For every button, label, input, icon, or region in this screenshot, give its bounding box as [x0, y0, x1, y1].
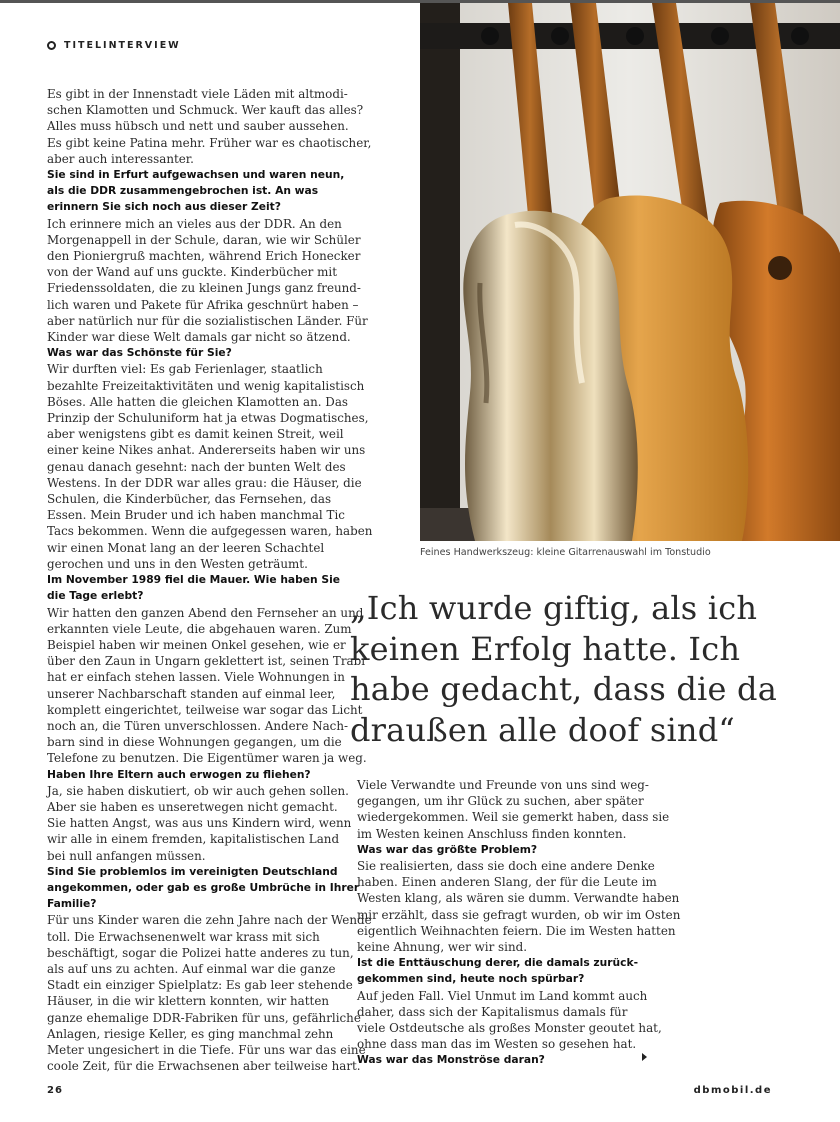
interview-answer-line: Viele Verwandte und Freunde von uns sind weg-	[357, 778, 649, 792]
interview-answer-line: wiedergekommen. Weil sie gemerkt haben, dass sie	[357, 810, 670, 825]
guitar-photo	[420, 3, 840, 541]
interview-answer-line: toll. Die Erwachsenenwelt war krass mit sich	[47, 929, 320, 944]
interview-question-line: Haben Ihre Eltern auch erwogen zu fliehen?	[47, 767, 311, 781]
interview-answer-line: schen Klamotten und Schmuck. Wer kauft das alles?	[47, 103, 364, 118]
interview-answer-line: aber auch interessanter.	[47, 151, 194, 166]
interview-answer-line: Prinzip der Schuluniform hat ja etwas Dogmatisches,	[47, 411, 369, 426]
interview-answer-line: Sie hatten Angst, was aus uns Kindern wird, wenn	[47, 816, 352, 831]
interview-question-line: die Tage erlebt?	[47, 589, 144, 603]
interview-answer-line: über den Zaun in Ungarn geklettert ist, seinen Trabi	[47, 654, 366, 669]
interview-answer-line: ohne dass man das im Westen so gesehen hat.	[357, 1037, 637, 1052]
interview-answer-line: unserer Nachbarschaft standen auf einmal leer,	[47, 686, 336, 701]
interview-answer-line: Friedenssoldaten, die zu kleinen Jungs ganz freund-	[47, 281, 361, 296]
interview-answer-line: Wir durften viel: Es gab Ferienlager, staatlich	[47, 362, 323, 377]
interview-answer-line: gegangen, um ihr Glück zu suchen, aber später	[357, 794, 644, 809]
ring-bullet-icon	[47, 41, 56, 50]
interview-answer-line: Häuser, in die wir klettern konnten, wir hatten	[47, 994, 330, 1009]
interview-answer-line: beschäftigt, sogar die Polizei hatte anderes zu tun,	[47, 945, 354, 960]
interview-answer-line: eigentlich Weihnachten feiern. Die im Westen hatten	[357, 923, 676, 938]
interview-answer-line: Ich erinnere mich an vieles aus der DDR. An den	[47, 216, 342, 231]
interview-question-line: Was war das größte Problem?	[357, 842, 538, 856]
interview-answer-line: Anlagen, riesige Keller, es ging manchmal zehn	[47, 1026, 334, 1041]
interview-answer-line: bezahlte Freizeitaktivitäten und wenig kapitalistisch	[47, 378, 365, 393]
interview-answer-line: keine Ahnung, wer wir sind.	[357, 940, 527, 955]
interview-question-line: Sie sind in Erfurt aufgewachsen und waren neun,	[47, 168, 345, 182]
pull-quote-line: keinen Erfolg hatte. Ich	[350, 629, 741, 668]
interview-answer-line: Böses. Alle hatten die gleichen Klamotten an. Das	[47, 394, 349, 409]
interview-question-line: Was war das Schönste für Sie?	[47, 346, 232, 360]
site-url: dbmobil.de	[693, 1085, 772, 1096]
pull-quote-line: „Ich wurde giftig, als ich	[350, 589, 758, 627]
continue-arrow-icon	[642, 1053, 647, 1061]
interview-answer-line: Wir hatten den ganzen Abend den Fernseher an und	[47, 605, 364, 620]
interview-question-line: Ist die Enttäuschung derer, die damals zurück-	[357, 956, 639, 970]
interview-answer-line: genau danach gesehnt: nach der bunten Welt des	[47, 459, 346, 474]
interview-answer-line: barn sind in diese Wohnungen gegangen, um die	[47, 735, 342, 750]
interview-answer-line: hat er einfach stehen lassen. Viele Wohnungen in	[47, 670, 345, 685]
interview-answer-line: aber natürlich nur für die sozialistischen Länder. Für	[47, 313, 368, 328]
interview-answer-line: Sie realisierten, dass sie doch eine andere Denke	[357, 859, 655, 874]
interview-answer-line: lich waren und Pakete für Afrika geschnürt haben –	[47, 297, 359, 312]
interview-answer-line: wir einen Monat lang an der leeren Schachtel	[47, 540, 325, 555]
section-label: TITELINTERVIEW	[64, 40, 181, 51]
interview-answer-line: Westen klang, als wären sie dumm. Verwandte haben	[357, 891, 680, 906]
interview-answer-line: einer keine Nikes anhat. Andererseits haben wir uns	[47, 443, 366, 458]
interview-question-line: Sind Sie problemlos im vereinigten Deutschland	[47, 864, 338, 878]
interview-answer-line: Es gibt in der Innenstadt viele Läden mit altmodi-	[47, 87, 348, 101]
pull-quote-line: habe gedacht, dass die da	[350, 670, 777, 708]
interview-answer-line: Schulen, die Kinderbücher, das Fernsehen, das	[47, 492, 332, 507]
interview-answer-line: Für uns Kinder waren die zehn Jahre nach der Wende	[47, 913, 372, 928]
interview-answer-line: Stadt ein einziger Spielplatz: Es gab leer stehende	[47, 978, 353, 993]
interview-question-line: Was war das Monströse daran?	[357, 1053, 545, 1067]
interview-answer-line: haben. Einen anderen Slang, der für die Leute im	[357, 875, 657, 890]
interview-answer-line: daher, dass sich der Kapitalismus damals für	[357, 1004, 628, 1019]
page-number: 26	[47, 1085, 63, 1096]
pull-quote	[350, 588, 810, 750]
interview-answer-line: Westens. In der DDR war alles grau: die Häuser, die	[47, 475, 362, 490]
interview-answer-line: Kinder war diese Welt damals gar nicht so ätzend.	[47, 330, 351, 345]
interview-answer-line: mir erzählt, dass sie gefragt wurden, ob wir im Osten	[357, 907, 681, 922]
interview-answer-line: als auf uns zu achten. Auf einmal war die ganze	[47, 961, 336, 976]
interview-answer-line: Beispiel haben wir meinen Onkel gesehen, wie er	[47, 637, 346, 652]
interview-question-line: Familie?	[47, 897, 97, 911]
interview-answer-line: aber wenigstens gibt es damit keinen Streit, weil	[47, 427, 344, 442]
interview-answer-line: von der Wand auf uns guckte. Kinderbücher mit	[47, 265, 338, 280]
interview-answer-line: Alles muss hübsch und nett und sauber aussehen.	[47, 119, 349, 134]
photo-caption: Feines Handwerkszeug: kleine Gitarrenauswahl im Tonstudio	[420, 547, 711, 558]
interview-answer-line: ganze ehemalige DDR-Fabriken für uns, gefährliche	[47, 1010, 361, 1025]
interview-question-line: gekommen sind, heute noch spürbar?	[357, 972, 585, 986]
interview-answer-line: Ja, sie haben diskutiert, ob wir auch gehen sollen.	[47, 783, 349, 798]
interview-answer-line: Es gibt keine Patina mehr. Früher war es chaotischer,	[47, 135, 372, 150]
interview-answer-line: Auf jeden Fall. Viel Unmut im Land kommt auch	[357, 988, 648, 1003]
section-tag	[47, 40, 181, 51]
interview-answer-line: im Westen keinen Anschluss finden konnten.	[357, 826, 627, 841]
interview-answer-line: Essen. Mein Bruder und ich haben manchmal Tic	[47, 508, 345, 523]
left-text-column	[47, 86, 373, 1074]
interview-answer-line: noch an, die Türen unverschlossen. Andere Nach-	[47, 718, 349, 733]
interview-question-line: angekommen, oder gab es große Umbrüche in Ihrer	[47, 880, 360, 894]
interview-question-line: Im November 1989 fiel die Mauer. Wie haben Sie	[47, 573, 340, 587]
interview-answer-line: viele Ostdeutsche als großes Monster geoutet hat,	[357, 1021, 662, 1036]
interview-question-line: als die DDR zusammengebrochen ist. An was	[47, 184, 319, 198]
interview-question-line: erinnern Sie sich noch aus dieser Zeit?	[47, 200, 281, 214]
right-text-column	[357, 777, 681, 1069]
interview-answer-line: komplett eingerichtet, teilweise war sogar das Licht	[47, 702, 363, 717]
interview-answer-line: Aber sie haben es unseretwegen nicht gemacht.	[47, 799, 338, 814]
interview-answer-line: Meter ungesichert in die Tiefe. Für uns war das eine	[47, 1042, 366, 1057]
interview-answer-line: gerochen und uns in den Westen geträumt.	[47, 556, 308, 571]
pull-quote-line: draußen alle doof sind“	[350, 710, 735, 749]
interview-answer-line: erkannten viele Leute, die abgehauen waren. Zum	[47, 621, 352, 636]
interview-answer-line: Morgenappell in der Schule, daran, wie wir Schüler	[47, 232, 361, 247]
interview-answer-line: Tacs bekommen. Wenn die aufgegessen waren, haben	[47, 524, 373, 539]
interview-answer-line: wir alle in einem fremden, kapitalistischen Land	[47, 832, 340, 847]
interview-answer-line: den Pioniergruß machten, während Erich Honecker	[47, 249, 361, 264]
interview-answer-line: Telefone zu benutzen. Die Eigentümer waren ja weg.	[47, 751, 367, 766]
interview-answer-line: coole Zeit, für die Erwachsenen aber teilweise hart.	[47, 1059, 361, 1074]
interview-answer-line: bei null anfangen müssen.	[47, 848, 206, 863]
